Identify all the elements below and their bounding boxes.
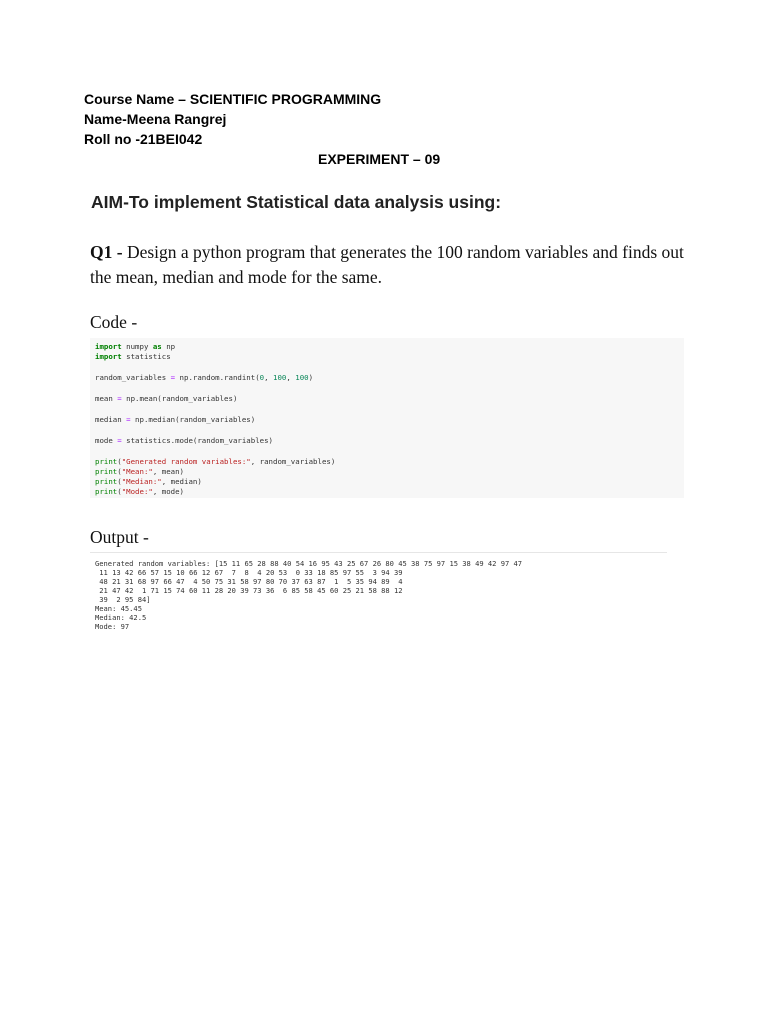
output-line: 11 13 42 66 57 15 10 66 12 67 7 8 4 20 53 0 33 18 85 97 55 3 94 39 — [95, 568, 403, 577]
code-token: "Mean:" — [121, 467, 153, 476]
code-line — [95, 457, 335, 466]
experiment-title: EXPERIMENT – 09 — [318, 151, 441, 167]
code-token: median — [95, 415, 127, 424]
code-token: np — [161, 342, 176, 351]
code-token: ( — [117, 477, 122, 486]
roll-number: Roll no -21BEI042 — [84, 131, 203, 147]
code-token: statistics.mode(random_variables) — [121, 436, 273, 445]
code-token: 100 — [273, 373, 287, 382]
code-token: print — [95, 467, 118, 476]
output-line: Generated random variables: [15 11 65 28 88 40 54 16 95 43 25 67 26 80 45 38 75 97 15 38 49 42 97 47 — [95, 559, 523, 568]
code-token: ( — [117, 467, 122, 476]
code-token: , random_variables) — [250, 457, 336, 466]
output-line: Mode: 97 — [95, 622, 130, 631]
code-token: statistics — [121, 352, 171, 361]
output-block — [90, 552, 667, 640]
student-name: Name-Meena Rangrej — [84, 111, 227, 127]
code-token: 0 — [259, 373, 265, 382]
code-line — [95, 477, 202, 486]
aim-heading: AIM-To implement Statistical data analysis using: — [91, 192, 502, 212]
code-token: = — [117, 436, 122, 445]
code-block — [90, 338, 684, 498]
question-number: Q1 - — [90, 242, 123, 262]
code-token: = — [126, 415, 131, 424]
code-token: = — [117, 394, 122, 403]
code-token: np.random.randint( — [175, 373, 260, 382]
output-line: Mean: 45.45 — [95, 604, 142, 613]
code-token: , mean) — [152, 467, 185, 476]
code-token: import — [95, 352, 122, 361]
code-token: "Mode:" — [121, 487, 153, 496]
code-label: Code - — [90, 312, 138, 332]
output-line: Median: 42.5 — [95, 613, 147, 622]
code-token: random_variables — [95, 373, 171, 382]
code-token: import — [95, 342, 122, 351]
code-token: ( — [117, 457, 122, 466]
code-token: print — [95, 457, 118, 466]
question-body: Design a python program that generates the 100 random variables and finds out the mean, median and mode for the same. — [90, 242, 684, 287]
code-token: , — [286, 373, 296, 382]
code-token: print — [95, 487, 118, 496]
code-token: np.mean(random_variables) — [121, 394, 238, 403]
code-line — [95, 352, 171, 361]
code-token: ) — [308, 373, 314, 382]
output-line: 21 47 42 1 71 15 74 60 11 28 20 39 73 36 6 85 58 45 60 25 21 58 88 12 — [95, 586, 403, 595]
code-line — [95, 415, 255, 424]
code-token: ( — [117, 487, 122, 496]
code-token: as — [152, 342, 162, 351]
code-token: "Median:" — [121, 477, 162, 486]
code-token: np.median(random_variables) — [130, 415, 256, 424]
question-text — [90, 240, 690, 290]
output-line: 39 2 95 84] — [95, 595, 151, 604]
code-token: print — [95, 477, 118, 486]
code-line — [95, 394, 237, 403]
code-token: = — [170, 373, 176, 382]
code-token: numpy — [121, 342, 153, 351]
code-line — [95, 487, 184, 496]
code-token: "Generated random variables:" — [121, 457, 251, 466]
course-name: Course Name – SCIENTIFIC PROGRAMMING — [84, 91, 382, 107]
code-token: mean — [95, 394, 118, 403]
code-token: , median) — [161, 477, 202, 486]
code-token: 100 — [295, 373, 309, 382]
code-token: , mode) — [152, 487, 185, 496]
output-label: Output - — [90, 527, 149, 547]
code-line — [95, 373, 313, 382]
code-line — [95, 342, 175, 351]
code-line — [95, 467, 184, 476]
code-token: , — [264, 373, 274, 382]
code-line — [95, 436, 273, 445]
output-line: 48 21 31 68 97 66 47 4 50 75 31 58 97 80 70 37 63 87 1 5 35 94 89 4 — [95, 577, 403, 586]
code-token: mode — [95, 436, 118, 445]
